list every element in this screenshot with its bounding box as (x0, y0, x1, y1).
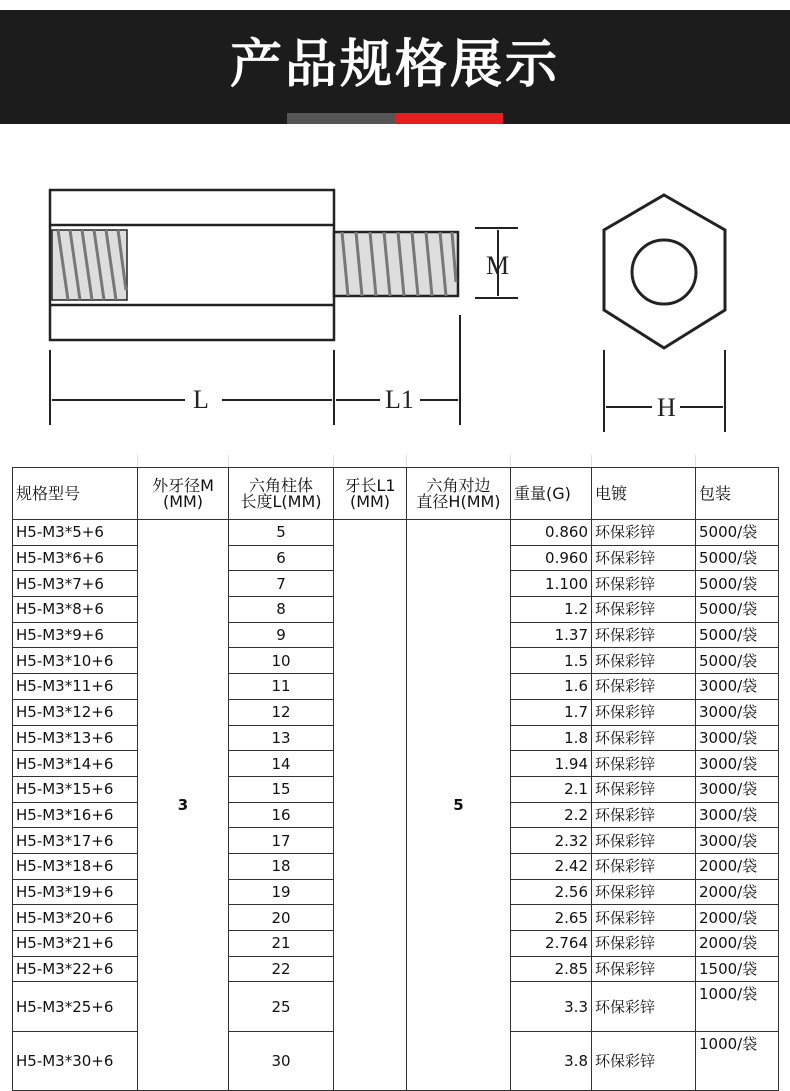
length-cell: 30 (229, 1032, 334, 1091)
weight-cell: 2.2 (511, 802, 592, 828)
plating-cell: 环保彩锌 (592, 931, 696, 957)
weight-cell: 1.8 (511, 725, 592, 751)
weight-cell: 3.8 (511, 1032, 592, 1091)
model-cell: H5-M3*14+6 (13, 751, 138, 777)
column-header: 六角柱体 长度L(MM) (229, 468, 334, 520)
thread-length-cell (334, 520, 407, 1091)
weight-cell: 1.2 (511, 597, 592, 623)
plating-cell: 环保彩锌 (592, 776, 696, 802)
model-cell: H5-M3*19+6 (13, 879, 138, 905)
packaging-cell: 5000/袋 (696, 545, 779, 571)
column-header: 重量(G) (511, 468, 592, 520)
plating-cell: 环保彩锌 (592, 571, 696, 597)
plating-cell: 环保彩锌 (592, 853, 696, 879)
hex-width-cell: 5 (407, 520, 511, 1091)
model-cell: H5-M3*20+6 (13, 905, 138, 931)
packaging-cell: 2000/袋 (696, 879, 779, 905)
model-cell: H5-M3*7+6 (13, 571, 138, 597)
table-header-row (13, 468, 779, 520)
model-cell: H5-M3*17+6 (13, 828, 138, 854)
packaging-cell: 5000/袋 (696, 571, 779, 597)
weight-cell: 0.960 (511, 545, 592, 571)
column-header: 包装 (696, 468, 779, 520)
length-cell: 16 (229, 802, 334, 828)
model-cell: H5-M3*30+6 (13, 1032, 138, 1091)
label-m: M (486, 251, 510, 280)
model-cell: H5-M3*22+6 (13, 956, 138, 982)
column-header: 电镀 (592, 468, 696, 520)
length-cell: 18 (229, 853, 334, 879)
length-cell: 15 (229, 776, 334, 802)
plating-cell: 环保彩锌 (592, 828, 696, 854)
length-cell: 12 (229, 699, 334, 725)
weight-cell: 2.56 (511, 879, 592, 905)
weight-cell: 2.85 (511, 956, 592, 982)
plating-cell: 环保彩锌 (592, 982, 696, 1032)
weight-cell: 2.65 (511, 905, 592, 931)
packaging-cell: 3000/袋 (696, 725, 779, 751)
model-cell: H5-M3*15+6 (13, 776, 138, 802)
model-cell: H5-M3*9+6 (13, 622, 138, 648)
label-l: L (193, 385, 209, 414)
plating-cell: 环保彩锌 (592, 956, 696, 982)
length-cell: 7 (229, 571, 334, 597)
plating-cell: 环保彩锌 (592, 905, 696, 931)
model-cell: H5-M3*11+6 (13, 674, 138, 700)
hex-end-view (604, 195, 725, 348)
plating-cell: 环保彩锌 (592, 699, 696, 725)
packaging-cell: 2000/袋 (696, 853, 779, 879)
plating-cell: 环保彩锌 (592, 648, 696, 674)
weight-cell: 1.37 (511, 622, 592, 648)
plating-cell: 环保彩锌 (592, 622, 696, 648)
packaging-cell: 5000/袋 (696, 622, 779, 648)
packaging-cell: 3000/袋 (696, 828, 779, 854)
length-cell: 5 (229, 520, 334, 546)
weight-cell: 1.100 (511, 571, 592, 597)
packaging-cell: 3000/袋 (696, 699, 779, 725)
length-cell: 25 (229, 982, 334, 1032)
packaging-cell: 5000/袋 (696, 648, 779, 674)
plating-cell: 环保彩锌 (592, 802, 696, 828)
weight-cell: 2.764 (511, 931, 592, 957)
weight-cell: 2.42 (511, 853, 592, 879)
plating-cell: 环保彩锌 (592, 674, 696, 700)
weight-cell: 1.6 (511, 674, 592, 700)
model-cell: H5-M3*12+6 (13, 699, 138, 725)
length-cell: 17 (229, 828, 334, 854)
packaging-cell: 1000/袋 (696, 982, 779, 1032)
length-cell: 21 (229, 931, 334, 957)
packaging-cell: 2000/袋 (696, 905, 779, 931)
plating-cell: 环保彩锌 (592, 725, 696, 751)
table-row (13, 520, 779, 546)
packaging-cell: 5000/袋 (696, 597, 779, 623)
column-header: 外牙径M (MM) (138, 468, 229, 520)
model-cell: H5-M3*13+6 (13, 725, 138, 751)
length-cell: 6 (229, 545, 334, 571)
length-cell: 10 (229, 648, 334, 674)
length-cell: 9 (229, 622, 334, 648)
packaging-cell: 3000/袋 (696, 802, 779, 828)
length-cell: 19 (229, 879, 334, 905)
weight-cell: 3.3 (511, 982, 592, 1032)
title-underline-gray (287, 113, 395, 124)
plating-cell: 环保彩锌 (592, 545, 696, 571)
weight-cell: 1.5 (511, 648, 592, 674)
length-cell: 8 (229, 597, 334, 623)
standoff-diagram (0, 170, 790, 440)
column-header: 牙长L1 (MM) (334, 468, 407, 520)
packaging-cell: 3000/袋 (696, 751, 779, 777)
model-cell: H5-M3*25+6 (13, 982, 138, 1032)
length-cell: 14 (229, 751, 334, 777)
packaging-cell: 5000/袋 (696, 520, 779, 546)
page-title: 产品规格展示 (229, 35, 560, 95)
weight-cell: 1.94 (511, 751, 592, 777)
title-underline-red (395, 113, 503, 124)
model-cell: H5-M3*5+6 (13, 520, 138, 546)
spec-table (12, 467, 779, 1091)
model-cell: H5-M3*18+6 (13, 853, 138, 879)
packaging-cell: 1000/袋 (696, 1032, 779, 1091)
plating-cell: 环保彩锌 (592, 751, 696, 777)
length-cell: 20 (229, 905, 334, 931)
column-header: 规格型号 (13, 468, 138, 520)
model-cell: H5-M3*10+6 (13, 648, 138, 674)
plating-cell: 环保彩锌 (592, 597, 696, 623)
packaging-cell: 2000/袋 (696, 931, 779, 957)
length-cell: 22 (229, 956, 334, 982)
thread-diameter-cell: 3 (138, 520, 229, 1091)
plating-cell: 环保彩锌 (592, 879, 696, 905)
weight-cell: 2.32 (511, 828, 592, 854)
weight-cell: 2.1 (511, 776, 592, 802)
model-cell: H5-M3*6+6 (13, 545, 138, 571)
plating-cell: 环保彩锌 (592, 1032, 696, 1091)
length-cell: 13 (229, 725, 334, 751)
packaging-cell: 3000/袋 (696, 674, 779, 700)
column-header: 六角对边 直径H(MM) (407, 468, 511, 520)
label-l1: L1 (385, 385, 414, 414)
packaging-cell: 3000/袋 (696, 776, 779, 802)
plating-cell: 环保彩锌 (592, 520, 696, 546)
model-cell: H5-M3*16+6 (13, 802, 138, 828)
weight-cell: 0.860 (511, 520, 592, 546)
packaging-cell: 1500/袋 (696, 956, 779, 982)
length-cell: 11 (229, 674, 334, 700)
model-cell: H5-M3*21+6 (13, 931, 138, 957)
model-cell: H5-M3*8+6 (13, 597, 138, 623)
weight-cell: 1.7 (511, 699, 592, 725)
label-h: H (657, 393, 676, 422)
